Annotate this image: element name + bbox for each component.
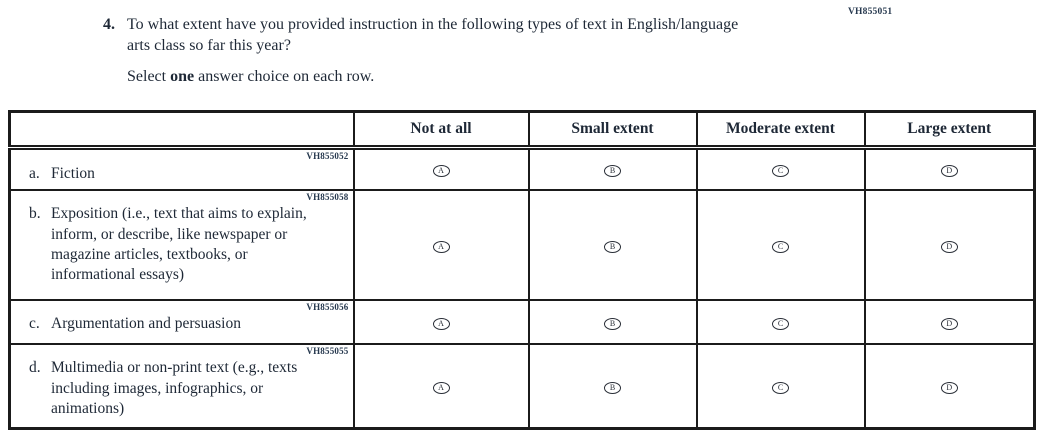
row-label: a. Fiction <box>11 164 326 184</box>
table-row-multimedia <box>10 344 1035 429</box>
answer-bubble-c[interactable]: C <box>772 165 789 177</box>
header-moderate-extent: Moderate extent <box>697 112 865 148</box>
option-cell-not-at-all <box>354 300 529 344</box>
question-accession-code: VH855051 <box>848 7 893 17</box>
option-cell-small-extent <box>529 148 697 190</box>
option-cell-moderate-extent <box>697 148 865 190</box>
answer-bubble-b[interactable]: B <box>604 165 621 177</box>
answer-bubble-a[interactable]: A <box>433 241 450 253</box>
option-cell-moderate-extent <box>697 300 865 344</box>
instruction-prefix: Select <box>127 68 171 86</box>
option-cell-not-at-all <box>354 190 529 300</box>
table-row-exposition <box>10 190 1035 300</box>
question-block <box>103 14 752 86</box>
question-body <box>127 14 752 86</box>
option-cell-moderate-extent <box>697 190 865 300</box>
header-empty-cell <box>10 112 354 148</box>
question-text: To what extent have you provided instruction in the following types of text in English/language arts class so far this year? <box>127 16 739 55</box>
instruction-bold-word: one <box>170 68 195 86</box>
row-code: VH855055 <box>306 345 349 356</box>
answer-bubble-b[interactable]: B <box>604 241 621 253</box>
instruction-suffix: answer choice on each row. <box>194 68 375 86</box>
answer-bubble-a[interactable]: A <box>433 382 450 394</box>
answer-bubble-b[interactable]: B <box>604 382 621 394</box>
answer-bubble-b[interactable]: B <box>604 318 621 330</box>
answer-bubble-a[interactable]: A <box>433 165 450 177</box>
option-cell-large-extent <box>865 148 1035 190</box>
option-cell-large-extent <box>865 300 1035 344</box>
row-marker: a. <box>29 164 40 182</box>
answer-bubble-a[interactable]: A <box>433 318 450 330</box>
option-cell-not-at-all <box>354 148 529 190</box>
answer-matrix-table <box>8 110 1036 430</box>
row-label-cell <box>10 148 354 190</box>
table-row-argumentation <box>10 300 1035 344</box>
row-label: d. Multimedia or non-print text (e.g., texts including images, infographics, or animations) <box>29 359 298 417</box>
option-cell-small-extent <box>529 190 697 300</box>
answer-bubble-d[interactable]: D <box>941 165 958 177</box>
answer-bubble-d[interactable]: D <box>941 382 958 394</box>
row-label: b. Exposition (i.e., text that aims to explain, inform, or describe, like newspaper or magazine articles, textbooks, or informational essays) <box>29 205 307 283</box>
answer-bubble-c[interactable]: C <box>772 382 789 394</box>
answer-bubble-c[interactable]: C <box>772 318 789 330</box>
option-cell-moderate-extent <box>697 344 865 429</box>
option-cell-small-extent <box>529 344 697 429</box>
header-large-extent: Large extent <box>865 112 1035 148</box>
row-code: VH855056 <box>306 301 349 312</box>
question-number: 4. <box>103 16 115 33</box>
answer-bubble-d[interactable]: D <box>941 318 958 330</box>
question-instruction <box>127 68 752 86</box>
row-label-cell <box>10 344 354 429</box>
row-marker: b. <box>29 205 41 223</box>
header-row <box>10 112 1035 148</box>
row-code: VH855058 <box>306 191 349 202</box>
answer-bubble-c[interactable]: C <box>772 241 789 253</box>
row-code: VH855052 <box>306 151 349 161</box>
option-cell-large-extent <box>865 190 1035 300</box>
option-cell-large-extent <box>865 344 1035 429</box>
row-marker: d. <box>29 359 41 377</box>
header-small-extent: Small extent <box>529 112 697 148</box>
table-row-fiction <box>10 148 1035 190</box>
option-cell-not-at-all <box>354 344 529 429</box>
header-not-at-all: Not at all <box>354 112 529 148</box>
row-label-cell <box>10 300 354 344</box>
row-label: c. Argumentation and persuasion <box>11 314 326 334</box>
row-label-cell <box>10 190 354 300</box>
option-cell-small-extent <box>529 300 697 344</box>
answer-bubble-d[interactable]: D <box>941 241 958 253</box>
row-marker: c. <box>29 315 40 333</box>
